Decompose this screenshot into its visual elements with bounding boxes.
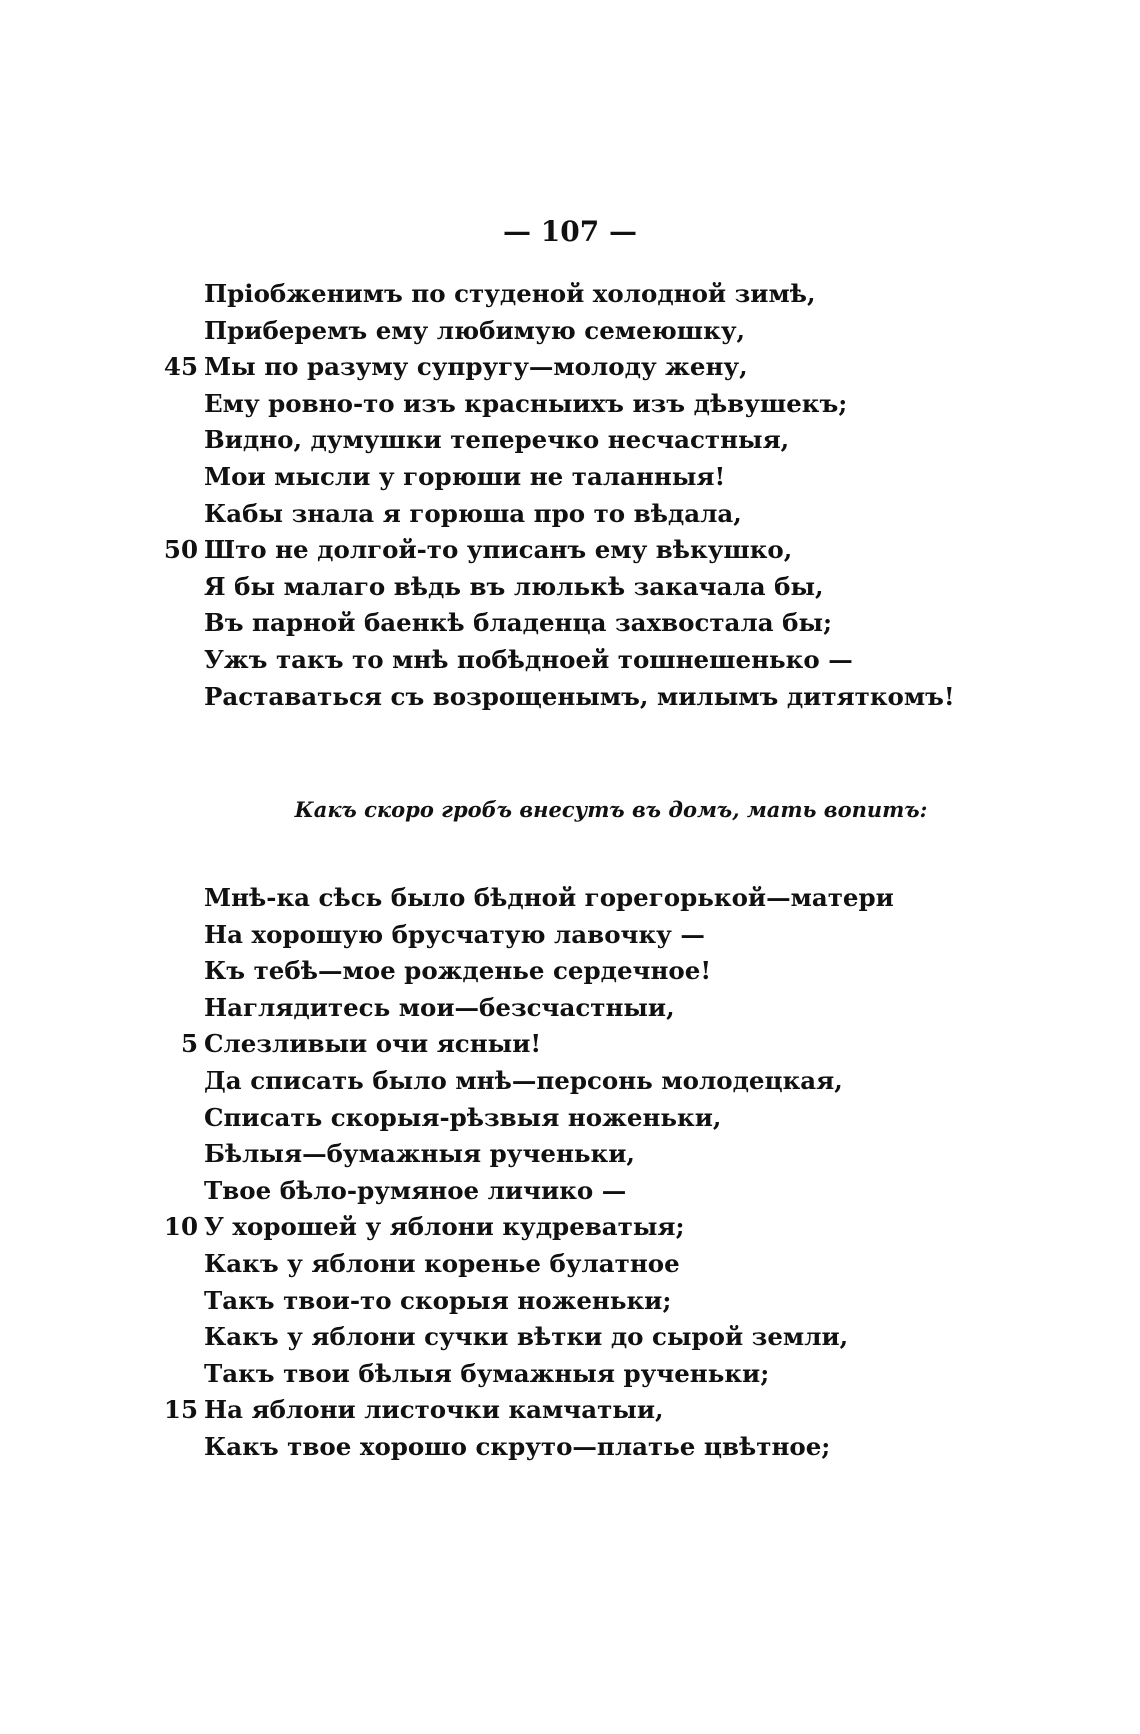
verse-text: Какъ у яблони коренье булатное — [204, 1248, 680, 1278]
verse-text: Въ парной баенкѣ бладенца захвостала бы; — [204, 608, 833, 638]
verse-line — [0, 1173, 1140, 1210]
verse-line — [0, 496, 1140, 533]
verse-line — [0, 569, 1140, 606]
verse-line — [0, 880, 1140, 917]
section-heading: Какъ скоро гробъ внесутъ въ домъ, мать вопитъ: — [294, 797, 928, 822]
line-number: 50 — [163, 535, 198, 565]
verse-line — [0, 1392, 1140, 1429]
line-number: 45 — [163, 352, 198, 382]
verse-text: Приберемъ ему любимую семеюшку, — [204, 315, 746, 345]
verse-text: Мои мысли у горюши не таланныя! — [204, 461, 726, 491]
verse-line — [0, 459, 1140, 496]
verse-line — [0, 1209, 1140, 1246]
verse-text: Такъ твои бѣлыя бумажныя рученьки; — [204, 1358, 770, 1388]
verse-text: На яблони листочки камчатыи, — [204, 1395, 664, 1425]
verse-text: Къ тебѣ—мое рожденье сердечное! — [204, 956, 712, 986]
verse-text: Мы по разуму супругу—молоду жену, — [204, 352, 748, 382]
verse-text: Ему ровно-то изъ красныихъ изъ дѣвушекъ; — [204, 388, 848, 418]
verse-line — [0, 313, 1140, 350]
verse-line — [0, 386, 1140, 423]
verse-line — [0, 953, 1140, 990]
verse-line — [0, 990, 1140, 1027]
verse-line — [0, 349, 1140, 386]
verse-line — [0, 422, 1140, 459]
verse-line — [0, 679, 1140, 716]
verse-text: Какъ у яблони сучки вѣтки до сырой земли, — [204, 1322, 849, 1352]
verse-line — [0, 642, 1140, 679]
verse-text: Я бы малаго вѣдь въ люлькѣ закачала бы, — [204, 571, 824, 601]
verse-text: На хорошую брусчатую лавочку — — [204, 919, 705, 949]
verse-line — [0, 1136, 1140, 1173]
verse-text: Раставаться съ возрощенымъ, милымъ дитяткомъ! — [204, 681, 955, 711]
verse-line — [0, 1246, 1140, 1283]
verse-text: Наглядитесь мои—безсчастныи, — [204, 992, 675, 1022]
stanza-mother-lament — [0, 880, 1140, 1466]
verse-line — [0, 276, 1140, 313]
verse-text: Твое бѣло-румяное личико — — [204, 1175, 627, 1205]
verse-line — [0, 605, 1140, 642]
verse-line — [0, 1100, 1140, 1137]
line-number: 10 — [163, 1212, 198, 1242]
verse-text: Бѣлыя—бумажныя рученьки, — [204, 1139, 635, 1169]
verse-text: Ужъ такъ то мнѣ побѣдноей тошнешенько — — [204, 644, 853, 674]
line-number: 15 — [163, 1395, 198, 1425]
verse-text: У хорошей у яблони кудреватыя; — [204, 1212, 685, 1242]
verse-line — [0, 1283, 1140, 1320]
verse-text: Слезливыи очи ясныи! — [204, 1029, 542, 1059]
verse-line — [0, 917, 1140, 954]
verse-text: Какъ твое хорошо скруто—платье цвѣтное; — [204, 1431, 831, 1461]
verse-line — [0, 1319, 1140, 1356]
verse-line — [0, 1026, 1140, 1063]
verse-line — [0, 1063, 1140, 1100]
verse-text: Пріобженимъ по студеной холодной зимѣ, — [204, 279, 816, 308]
verse-text: Видно, думушки теперечко несчастныя, — [204, 425, 790, 455]
verse-line — [0, 1429, 1140, 1466]
verse-text: Кабы знала я горюша про то вѣдала, — [204, 498, 742, 528]
verse-text: Што не долгой-то уписанъ ему вѣкушко, — [204, 535, 793, 565]
verse-text: Да списать было мнѣ—персонь молодецкая, — [204, 1065, 843, 1095]
line-number: 5 — [180, 1029, 198, 1059]
verse-line — [0, 532, 1140, 569]
page-number: — 107 — — [503, 215, 637, 248]
stanza-lament-ending — [0, 276, 1140, 715]
verse-text: Списать скорыя-рѣзвыя ноженьки, — [204, 1102, 722, 1132]
verse-line — [0, 1356, 1140, 1393]
verse-text: Такъ твои-то скорыя ноженьки; — [204, 1285, 672, 1315]
verse-text: Мнѣ-ка сѣсь было бѣдной горегорькой—матери — [204, 883, 894, 912]
